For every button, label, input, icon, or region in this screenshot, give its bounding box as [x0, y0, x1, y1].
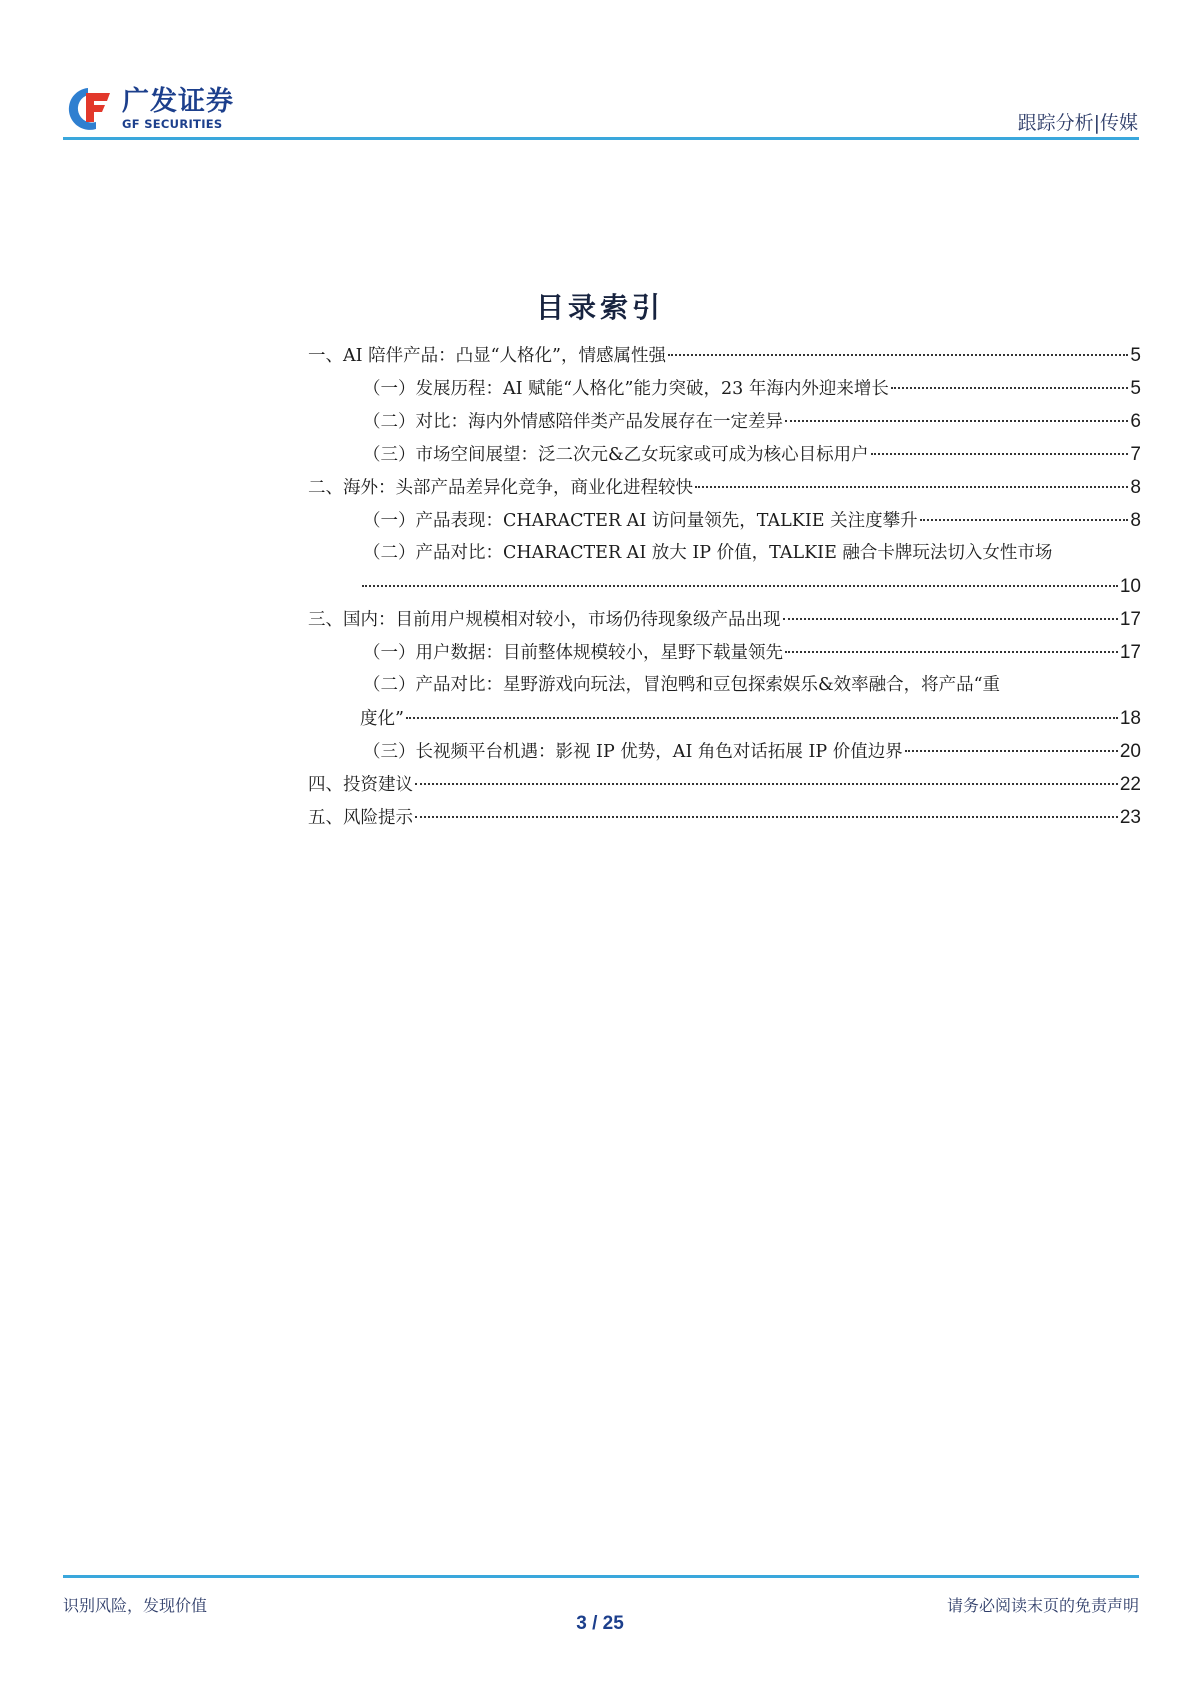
dot-leader — [785, 420, 1128, 422]
toc-entry[interactable] — [308, 636, 1141, 669]
toc-entry[interactable] — [308, 438, 1141, 471]
toc-page-number: 20 — [1119, 741, 1141, 762]
toc-entry-text: 度化” — [360, 709, 404, 729]
dot-leader — [406, 717, 1118, 719]
logo-mark-icon — [66, 84, 116, 134]
gf-securities-logo — [66, 84, 234, 134]
logo-chinese-name: 广发证券 — [122, 86, 234, 117]
page-number: 3 / 25 — [576, 1613, 624, 1634]
table-of-contents — [308, 339, 1141, 834]
toc-entry[interactable] — [308, 801, 1141, 834]
footer-slogan: 识别风险，发现价值 — [63, 1596, 208, 1615]
toc-entry-text: （三）市场空间展望：泛二次元&乙女玩家或可成为核心目标用户 — [363, 445, 869, 465]
toc-entry[interactable] — [308, 339, 1141, 372]
toc-entry-text: 二、海外：头部产品差异化竞争，商业化进程较快 — [308, 478, 693, 498]
toc-page-number: 5 — [1130, 345, 1141, 366]
report-section-label: 跟踪分析|传媒 — [1017, 112, 1138, 134]
toc-page-number: 6 — [1130, 411, 1141, 432]
toc-entry-text: （一）产品表现：CHARACTER AI 访问量领先，TALKIE 关注度攀升 — [363, 511, 918, 531]
toc-page-number: 7 — [1130, 444, 1141, 465]
toc-entry[interactable] — [308, 405, 1141, 438]
toc-entry[interactable] — [308, 372, 1141, 405]
toc-page-number: 17 — [1119, 642, 1141, 663]
dot-leader — [695, 486, 1128, 488]
toc-page-number: 8 — [1130, 510, 1141, 531]
toc-entry-text: （二）产品对比：CHARACTER AI 放大 IP 价值，TALKIE 融合卡牌玩法切入女性市场 — [363, 543, 1053, 563]
toc-entry-text: （二）产品对比：星野游戏向玩法，冒泡鸭和豆包探索娱乐&效率融合，将产品“重 — [363, 675, 1001, 695]
toc-entry-text: 四、投资建议 — [308, 775, 413, 795]
toc-entry[interactable] — [308, 669, 1141, 702]
toc-entry-text: 三、国内：目前用户规模相对较小，市场仍待现象级产品出现 — [308, 610, 781, 630]
logo-english-name: GF SECURITIES — [122, 117, 223, 131]
dot-leader — [920, 519, 1129, 521]
toc-page-number: 5 — [1130, 378, 1141, 399]
dot-leader — [415, 783, 1118, 785]
toc-page-number: 8 — [1130, 477, 1141, 498]
dot-leader — [783, 618, 1118, 620]
toc-entry-text: 五、风险提示 — [308, 808, 413, 828]
toc-entry[interactable] — [308, 537, 1141, 570]
dot-leader — [891, 387, 1129, 389]
toc-entry-text: 一、AI 陪伴产品：凸显“人格化”，情感属性强 — [308, 346, 667, 366]
toc-entry[interactable] — [308, 471, 1141, 504]
footer-disclaimer-note: 请务必阅读末页的免责声明 — [946, 1596, 1139, 1615]
toc-entry-text: （三）长视频平台机遇：影视 IP 优势，AI 角色对话拓展 IP 价值边界 — [363, 742, 903, 762]
toc-entry-text: （二）对比：海内外情感陪伴类产品发展存在一定差异 — [363, 412, 783, 432]
footer-divider — [63, 1575, 1139, 1578]
dot-leader — [905, 750, 1118, 752]
toc-entry-text: （一）用户数据：目前整体规模较小，星野下载量领先 — [363, 643, 783, 663]
toc-entry[interactable] — [308, 603, 1141, 636]
toc-entry[interactable] — [308, 504, 1141, 537]
dot-leader — [785, 651, 1118, 653]
toc-page-number: 22 — [1119, 774, 1141, 795]
dot-leader — [362, 585, 1118, 587]
dot-leader — [668, 354, 1128, 356]
toc-page-number: 17 — [1119, 609, 1141, 630]
toc-page-number: 23 — [1119, 807, 1141, 828]
toc-title: 目录索引 — [535, 291, 664, 324]
header-divider — [63, 137, 1139, 140]
toc-page-number: 10 — [1119, 576, 1141, 597]
dot-leader — [871, 453, 1129, 455]
toc-page-number: 18 — [1119, 708, 1141, 729]
dot-leader — [415, 816, 1118, 818]
toc-entry-continuation[interactable] — [308, 570, 1141, 603]
toc-entry[interactable] — [308, 735, 1141, 768]
toc-entry-text: （一）发展历程：AI 赋能“人格化”能力突破，23 年海内外迎来增长 — [363, 379, 889, 399]
toc-entry[interactable] — [308, 768, 1141, 801]
toc-entry-continuation[interactable] — [308, 702, 1141, 735]
